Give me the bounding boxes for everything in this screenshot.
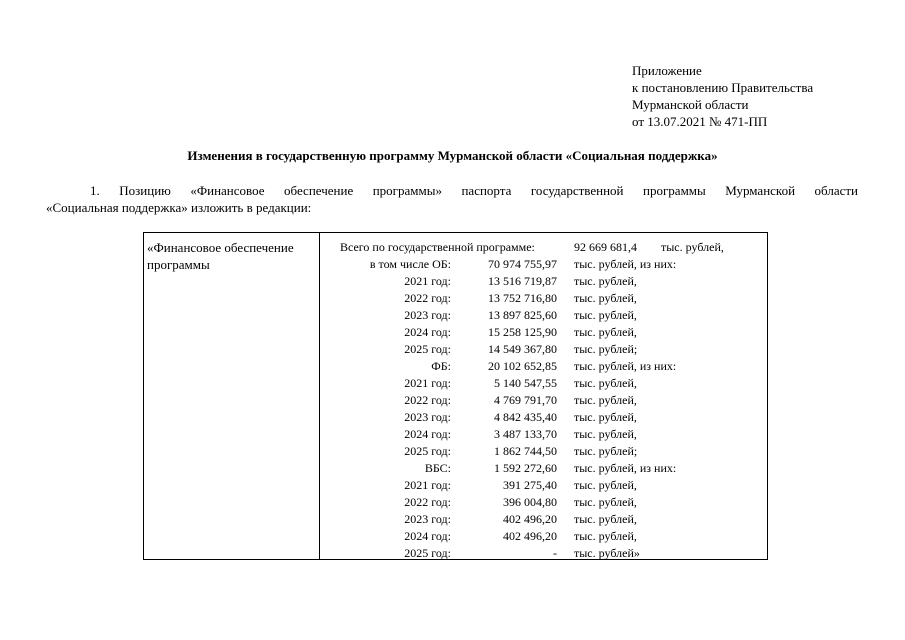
row-value: 391 275,40: [503, 478, 557, 492]
row-unit: тыс. рублей,: [574, 308, 637, 322]
row-unit: тыс. рублей,: [574, 478, 637, 492]
row-value: 13 897 825,60: [488, 308, 557, 322]
row-unit: тыс. рублей,: [574, 393, 637, 407]
table-left-cell: «Финансовое обеспечение программы: [147, 240, 294, 272]
appendix-line: Приложение: [632, 63, 702, 78]
row-value: 402 496,20: [503, 529, 557, 543]
body-paragraph: [46, 182, 858, 216]
row-value: -: [553, 546, 557, 560]
row-label: ВБС:: [424, 461, 451, 475]
financing-table: [143, 232, 768, 560]
row-value: 1 862 744,50: [494, 444, 557, 458]
table-row: [144, 256, 767, 273]
row-value: 13 752 716,80: [488, 291, 557, 305]
row-label: ФБ:: [431, 359, 451, 373]
table-row: [144, 494, 767, 511]
row-unit: тыс. рублей,: [574, 274, 637, 288]
row-unit: тыс. рублей, из них:: [574, 257, 677, 271]
row-label: 2025 год:: [404, 546, 451, 560]
document-title: Изменения в государственную программу Мурманской области «Социальная поддержка»: [187, 148, 718, 163]
total-value: 92 669 681,4: [574, 240, 637, 254]
table-row: [144, 426, 767, 443]
row-unit: тыс. рублей,: [574, 529, 637, 543]
row-unit: тыс. рублей;: [574, 342, 638, 356]
row-value: 402 496,20: [503, 512, 557, 526]
appendix-line: Мурманской области: [632, 97, 749, 112]
table-row: [144, 528, 767, 545]
table-row: [144, 341, 767, 358]
row-label: 2023 год:: [404, 410, 451, 424]
row-unit: тыс. рублей, из них:: [574, 359, 677, 373]
row-unit: тыс. рублей,: [574, 376, 637, 390]
table-row: [144, 545, 767, 562]
row-value: 13 516 719,87: [488, 274, 557, 288]
row-label: 2025 год:: [404, 444, 451, 458]
table-row: [144, 392, 767, 409]
appendix-line: к постановлению Правительства: [632, 80, 814, 95]
row-value: 5 140 547,55: [494, 376, 557, 390]
row-value: 20 102 652,85: [488, 359, 557, 373]
table-row: [144, 409, 767, 426]
row-unit: тыс. рублей,: [574, 291, 637, 305]
row-unit: тыс. рублей;: [574, 444, 638, 458]
paragraph-line: 1. Позицию «Финансовое обеспечение программы» паспорта государственной программы Мурманской области: [90, 183, 858, 198]
row-unit: тыс. рублей,: [574, 495, 637, 509]
row-label: 2023 год:: [404, 308, 451, 322]
row-label: 2022 год:: [404, 393, 451, 407]
row-value: 4 769 791,70: [494, 393, 557, 407]
row-label: 2021 год:: [404, 376, 451, 390]
table-row: [144, 358, 767, 375]
row-unit: тыс. рублей»: [574, 546, 640, 560]
row-unit: тыс. рублей,: [574, 512, 637, 526]
row-value: 15 258 125,90: [488, 325, 557, 339]
row-label: в том числе ОБ:: [369, 257, 451, 271]
row-value: 3 487 133,70: [494, 427, 557, 441]
table-row: [144, 460, 767, 477]
total-label: Всего по государственной программе:: [340, 240, 535, 254]
row-value: 396 004,80: [503, 495, 557, 509]
appendix-block: [632, 62, 882, 130]
row-unit: тыс. рублей, из них:: [574, 461, 677, 475]
row-value: 14 549 367,80: [488, 342, 557, 356]
row-label: 2024 год:: [404, 529, 451, 543]
total-unit: тыс. рублей,: [661, 240, 724, 254]
table-row: [144, 324, 767, 341]
table-row: [144, 307, 767, 324]
row-label: 2022 год:: [404, 291, 451, 305]
row-value: 4 842 435,40: [494, 410, 557, 424]
row-unit: тыс. рублей,: [574, 410, 637, 424]
row-unit: тыс. рублей,: [574, 427, 637, 441]
row-value: 70 974 755,97: [488, 257, 557, 271]
table-row: [144, 273, 767, 290]
table-row: [144, 290, 767, 307]
row-label: 2025 год:: [404, 342, 451, 356]
table-row: [144, 375, 767, 392]
row-unit: тыс. рублей,: [574, 325, 637, 339]
row-label: 2023 год:: [404, 512, 451, 526]
table-row: [144, 477, 767, 494]
row-label: 2022 год:: [404, 495, 451, 509]
row-label: 2021 год:: [404, 274, 451, 288]
appendix-line: от 13.07.2021 № 471-ПП: [632, 114, 768, 129]
row-value: 1 592 272,60: [494, 461, 557, 475]
table-row: [144, 443, 767, 460]
paragraph-line: «Социальная поддержка» изложить в редакции:: [46, 200, 312, 215]
table-row: [144, 511, 767, 528]
row-label: 2024 год:: [404, 427, 451, 441]
row-label: 2021 год:: [404, 478, 451, 492]
row-label: 2024 год:: [404, 325, 451, 339]
